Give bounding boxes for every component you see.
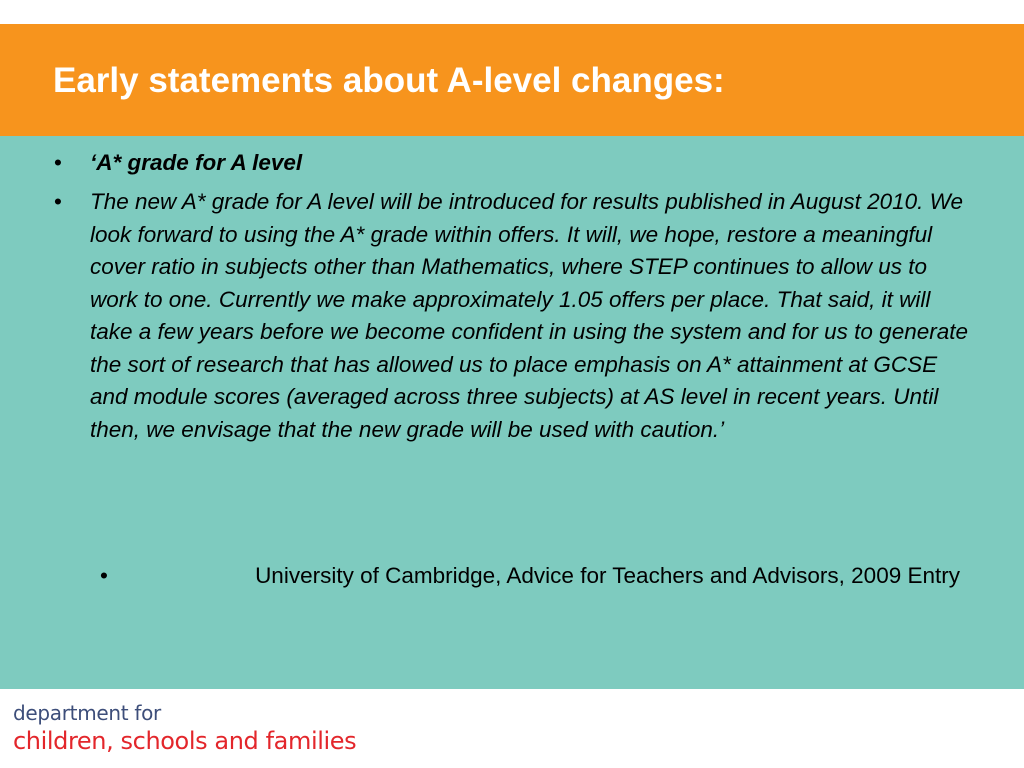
bullet-heading [54,147,970,180]
bullet-source [100,560,960,593]
source-text: University of Cambridge, Advice for Teachers and Advisors, 2009 Entry [255,563,960,588]
bullet-dot: • [54,150,62,175]
logo-line-1: department for [13,701,161,725]
dcsf-logo [13,701,356,756]
bullet-dot: • [54,189,62,214]
bullet-quote [54,186,970,446]
logo-line-2: children, schools and families [13,727,357,755]
heading-text: ‘A* grade for A level [90,150,303,175]
slide-title: Early statements about A-level changes: [53,61,725,100]
title-bar [0,24,1024,136]
quote-text: The new A* grade for A level will be introduced for results published in August 2010. We look forward to using the A* grade within offers. It will, we hope, restore a meaningful cover ratio in subjects other than Mathematics, where STEP continues to allow us to work to one. Currently we make approximately 1.05 offers per place. That said, it will take a few years before we become confident in using the system and for us to generate the sort of research that has allowed us to place emphasis on A* attainment at GCSE and module scores (averaged across three subjects) at AS level in recent years. Until then, we envisage that the new grade will be used with caution.’ [90,189,969,442]
content-panel [0,136,1024,689]
bullet-dot: • [100,563,108,588]
